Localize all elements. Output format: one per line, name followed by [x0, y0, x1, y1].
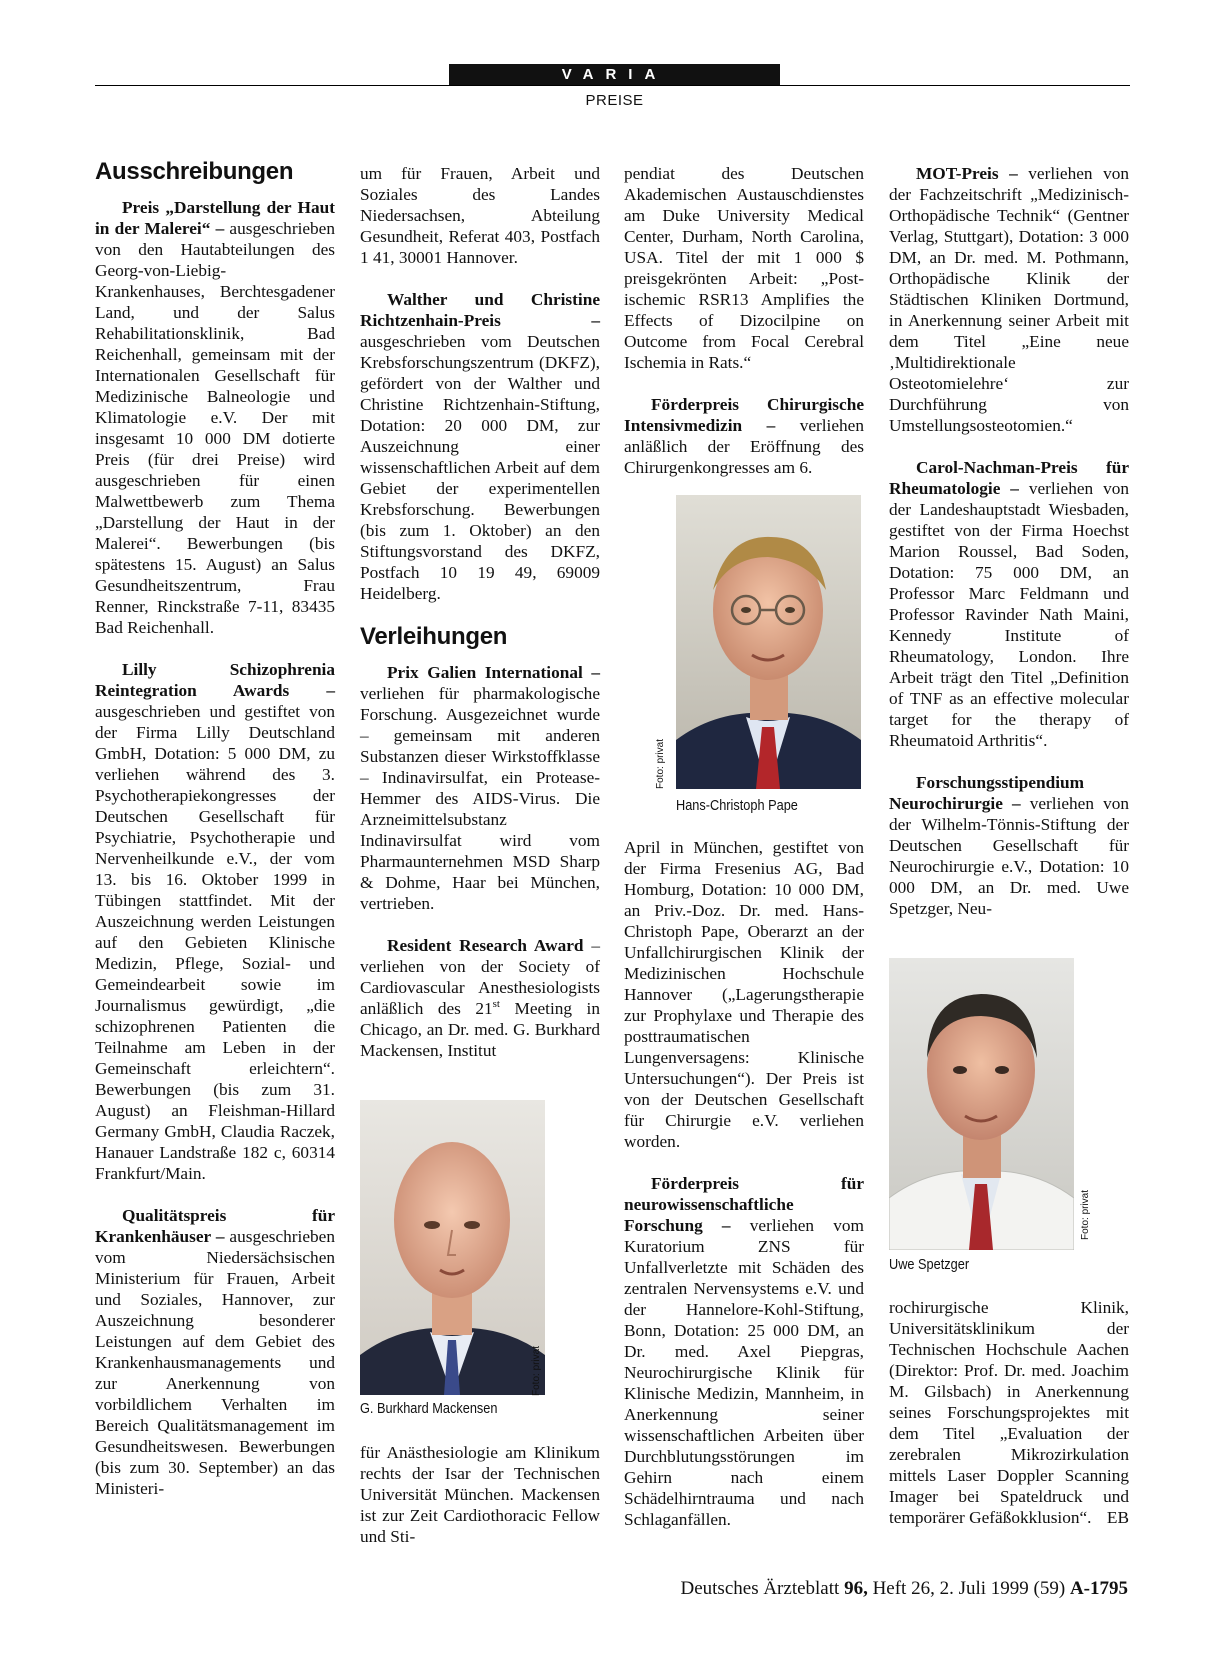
- author-sign: EB: [1106, 1508, 1129, 1527]
- portrait-pape-image: [676, 495, 861, 789]
- photo-caption-spetzger: Uwe Spetzger: [889, 1256, 970, 1273]
- article-qualitaetspreis: Qualitätspreis für Krankenhäuser – ausgeschrieben vom Niedersächsischen Ministerium für Frauen, Arbeit und Soziales, Hannover, zur Auszeichnung besonderer Leistungen auf dem Gebiet des Krankenhausmanagements und zur Anerkennung von vorbildlichem Verhalten im Bereich Qualitätsmanagement im Gesundheitswesen. Bewerbungen (bis zum 30. September) an das Ministeri-: [95, 1206, 335, 1498]
- photo-mackensen: [360, 1100, 545, 1395]
- article-richtzenhain-preis: Walther und Christine Richtzenhain-Preis – ausgeschrieben vom Deutschen Krebsforschungszentrum (DKFZ), gefördert von der Walther und Christine Richtzenhain-Stiftung, Dotation: 20 000 DM, zur Auszeichnung einer wissenschaftlichen Arbeit auf dem Gebiet der experimentellen Krebsforschung. Bewerbungen (bis zum 1. Oktober) an den Stiftungsvorstand des DKFZ, Postfach 10 19 49, 69009 Heidelberg.: [360, 290, 600, 603]
- header-rule: [95, 85, 1130, 86]
- column-2-continued: [360, 1442, 600, 1547]
- footer-issue: Heft 26, 2. Juli 1999 (59): [867, 1578, 1070, 1599]
- page-footer: [681, 1578, 1129, 1600]
- portrait-spetzger-image: [889, 958, 1074, 1250]
- column-2: [360, 163, 600, 1061]
- column-4: [889, 163, 1129, 919]
- photo-credit-spetzger: Foto: privat: [1080, 1189, 1091, 1240]
- article-foerderpreis-intensivmedizin: Förderpreis Chirurgische Intensivmedizin – verliehen anläßlich der Eröffnung des Chirurgenkongresses am 6.: [624, 395, 864, 477]
- section-heading-ausschreibungen: Ausschreibungen: [95, 158, 294, 185]
- photo-caption-mackensen: G. Burkhard Mackensen: [360, 1400, 498, 1417]
- article-prix-galien: Prix Galien International – verliehen für pharmakologische Forschung. Ausgezeichnet wurde – gemeinsam mit anderen Substanzen dieser Wirkstoffklasse – Indinavirsulfat, ein Protease-Hemmer des AIDS-Virus. Die Arzneimittelsubstanz Indinavirsulfat wird vom Pharmaunternehmen MSD Sharp & Dohme, Haar bei München, vertrieben.: [360, 663, 600, 913]
- article-qualitaetspreis-continued: um für Frauen, Arbeit und Soziales des Landes Niedersachsen, Abteilung Gesundheit, Referat 403, Postfach 1 41, 30001 Hannover.: [360, 164, 600, 267]
- footer-journal: Deutsches Ärzteblatt: [680, 1578, 845, 1599]
- column-4-continued: [889, 1297, 1129, 1528]
- photo-caption-pape: Hans-Christoph Pape: [676, 797, 798, 814]
- footer-volume: 96,: [844, 1578, 868, 1599]
- article-mot-preis: MOT-Preis – verliehen von der Fachzeitschrift „Medizinisch-Orthopädische Technik“ (Gentner Verlag, Stuttgart), Dotation: 3 000 DM, an Dr. med. M. Pothmann, Orthopädische Klinik der Städtischen Kliniken Dortmund, in Anerkennung seiner Arbeit mit dem Titel „Eine neue ‚Multidirektionale Osteotomielehre‘ zur Durchführung von Umstellungsosteotomien.“: [889, 164, 1129, 435]
- article-darstellung-der-haut: Preis „Darstellung der Haut in der Malerei“ – ausgeschrieben von den Hautabteilungen des Georg-von-Liebig-Krankenhauses, Berchtesgadener Land, und der Salus Rehabilitationsklinik, Bad Reichenhall, gemeinsam mit der Internationalen Gesellschaft für Medizinische Balneologie und Klimatologie e.V. Der mit insgesamt 10 000 DM dotierte Preis (für drei Preise) wird ausgeschrieben für einen Malwettbewerb zum Thema „Darstellung der Haut in der Malerei“. Bewerbungen (bis spätestens 15. August) an Salus Gesundheitszentrum, Frau Renner, Rinckstraße 7-11, 83435 Bad Reichenhall.: [95, 198, 335, 637]
- article-resident-research-award-continued-2: pendiat des Deutschen Akademischen Austauschdienstes am Duke University Medical Center, Durham, North Carolina, USA. Titel der mit 1 000 $ preisgekrönten Arbeit: „Post-ischemic RSR13 Amplifies the Effects of Dizocilpine on Outcome from Focal Cerebral Ischemia in Rats.“: [624, 164, 864, 372]
- article-resident-research-award-continued: für Anästhesiologie am Klinikum rechts der Isar der Technischen Universität München. Mackensen ist zur Zeit Cardiothoracic Fellow und Sti-: [360, 1443, 600, 1546]
- section-heading-verleihungen: Verleihungen: [360, 623, 508, 650]
- photo-credit-mackensen: Foto: privat: [531, 1345, 542, 1396]
- footer-page-number: A-1795: [1069, 1578, 1128, 1599]
- subsection-label: PREISE: [585, 92, 644, 109]
- photo-credit-pape: Foto: privat: [655, 738, 666, 789]
- article-lilly-awards: Lilly Schizophrenia Reintegration Awards – ausgeschrieben und gestiftet von der Firma Lilly Deutschland GmbH, Dotation: 5 000 DM, zu verliehen während des 3. Psychotherapiekongresses der Deutschen Gesellschaft für Psychiatrie, Psychotherapie und Nervenheilkunde e.V., der vom 13. bis 16. Oktober 1999 in Tübingen stattfindet. Mit der Auszeichnung werden Leistungen auf den Gebieten Klinische Medizin, Pflege, Sozial- und Gemeindearbeit sowie im Journalismus gewürdigt, „die schizophrenen Patienten die Teilnahme am Leben in der Gemeinschaft erleichtern“. Bewerbungen (bis zum 31. August) an Fleishman-Hillard Germany GmbH, Claudia Raczek, Hanauer Landstraße 182 c, 60314 Frankfurt/Main.: [95, 660, 335, 1183]
- photo-spetzger: [889, 958, 1074, 1250]
- section-label: VARIA: [449, 64, 780, 85]
- article-resident-research-award: Resident Research Award – verliehen von der Society of Cardiovascular Anesthesiologists anläßlich des 21st Meeting in Chicago, an Dr. med. G. Burkhard Mackensen, Institut: [360, 936, 600, 1060]
- article-carol-nachman-preis: Carol-Nachman-Preis für Rheumatologie – verliehen von der Landeshauptstadt Wiesbaden, gestiftet von der Firma Hoechst Marion Roussel, Bad Soden, Dotation: 75 000 DM, an Professor Marc Feldmann und Professor Ravinder Nath Maini, Kennedy Institute of Rheumatology, London. Ihre Arbeit trägt den Titel „Definition of TNF as an effective molecular target for the therapy of Rheumatoid Arthritis“.: [889, 458, 1129, 750]
- article-foerderpreis-intensivmedizin-continued: April in München, gestiftet von der Firma Fresenius AG, Bad Homburg, Dotation: 10 000 DM, an Priv.-Doz. Dr. med. Hans-Christoph Pape, Oberarzt an der Unfallchirurgischen Klinik der Medizinischen Hochschule Hannover („Lagerungstherapie zur Prophylaxe und Therapie des posttraumatischen Lungenversagens: Klinische Untersuchungen“). Der Preis ist von der Deutschen Gesellschaft für Chirurgie e.V. verliehen worden.: [624, 838, 864, 1151]
- article-forschungsstipendium: Forschungsstipendium Neurochirurgie – verliehen von der Wilhelm-Tönnis-Stiftung der Deutschen Gesellschaft für Neurochirurgie e.V., Dotation: 10 000 DM, an Dr. med. Uwe Spetzger, Neu-: [889, 773, 1129, 918]
- column-1: [95, 157, 335, 1499]
- column-3-continued: [624, 837, 864, 1530]
- portrait-mackensen-image: [360, 1100, 545, 1395]
- article-foerderpreis-neurowissenschaft: Förderpreis für neurowissenschaftliche Forschung – verliehen vom Kuratorium ZNS für Unfallverletzte mit Schäden des zentralen Nervensystems e.V. und der Hannelore-Kohl-Stiftung, Bonn, Dotation: 25 000 DM, an Dr. med. Axel Piepgras, Neurochirurgische Klinik für Klinische Medizin, Mannheim, in Anerkennung seiner wissenschaftlichen Arbeiten über Durchblutungsstörungen im Gehirn nach einem Schädelhirntrauma und nach Schlaganfällen.: [624, 1174, 864, 1529]
- article-forschungsstipendium-continued: rochirurgische Klinik, Universitätsklinikum der Technischen Hochschule Aachen (Direktor: Prof. Dr. med. Joachim M. Gilsbach) in Anerkennung seines Forschungsprojektes mit dem Titel „Evaluation der zerebralen Mikrozirkulation mittels Laser Doppler Scanning Imager bei Spateldruck und temporärer Gefäßokklusion“. EB: [889, 1298, 1129, 1527]
- photo-pape: [676, 495, 861, 789]
- column-3: [624, 163, 864, 478]
